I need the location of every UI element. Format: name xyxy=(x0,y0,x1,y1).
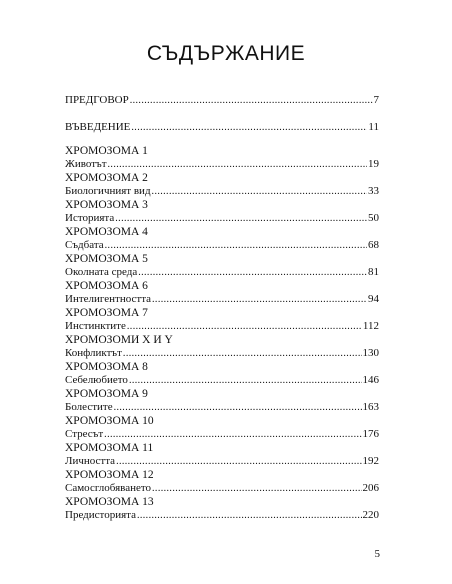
page-title: СЪДЪРЖАНИЕ xyxy=(146,42,306,65)
toc-entry-chapter[interactable] xyxy=(65,293,379,306)
chapter-heading: ХРОМОЗОМА 10 xyxy=(65,415,154,427)
toc-entry-page: 220 xyxy=(362,509,379,521)
toc-entry-label: ПРЕДГОВОР xyxy=(65,94,129,106)
toc-entry-page: 192 xyxy=(362,455,379,467)
toc-entry-chapter[interactable] xyxy=(65,239,379,252)
toc-entry-chapter[interactable] xyxy=(65,428,379,441)
toc-entry-label: Биологичният вид xyxy=(65,185,151,197)
toc-entry-label: ВЪВЕДЕНИЕ xyxy=(65,121,131,133)
toc-entry-label: Личността xyxy=(65,455,116,467)
toc-entry-label: Съдбата xyxy=(65,239,104,251)
chapter-heading: ХРОМОЗОМА 6 xyxy=(65,280,148,292)
toc-entry-chapter[interactable] xyxy=(65,455,379,468)
toc-entry-label: Себелюбието xyxy=(65,374,128,386)
toc-entry-label: Предисторията xyxy=(65,509,136,521)
toc-entry-page: 112 xyxy=(362,320,379,332)
chapter-heading: ХРОМОЗОМА 1 xyxy=(65,145,148,157)
toc-entry-page: 206 xyxy=(362,482,379,494)
toc-entry-page: 146 xyxy=(362,374,379,386)
dot-leader xyxy=(108,158,367,171)
toc-entry-chapter[interactable] xyxy=(65,482,379,495)
toc-entry-page: 130 xyxy=(362,347,379,359)
toc-entry-page: 50 xyxy=(368,212,379,224)
toc-entry-page: 33 xyxy=(368,185,379,197)
table-of-contents xyxy=(65,0,379,584)
dot-leader xyxy=(114,401,362,414)
dot-leader xyxy=(115,212,367,225)
chapter-heading: ХРОМОЗОМА 3 xyxy=(65,199,148,211)
dot-leader xyxy=(130,94,373,107)
dot-leader xyxy=(105,239,367,252)
toc-entry-chapter[interactable] xyxy=(65,320,379,333)
toc-entry-preface[interactable] xyxy=(65,94,379,107)
dot-leader xyxy=(138,266,367,279)
chapter-heading: ХРОМОЗОМА 7 xyxy=(65,307,148,319)
toc-entry-label: Самосглобяването xyxy=(65,482,152,494)
toc-entry-page: 19 xyxy=(368,158,379,170)
toc-entry-page: 11 xyxy=(368,121,379,133)
chapter-heading: ХРОМОЗОМА 8 xyxy=(65,361,148,373)
toc-entry-page: 176 xyxy=(362,428,379,440)
chapter-heading: ХРОМОЗОМА 2 xyxy=(65,172,148,184)
toc-entry-page: 163 xyxy=(362,401,379,413)
toc-entry-chapter[interactable] xyxy=(65,509,379,522)
chapter-heading: ХРОМОЗОМА 13 xyxy=(65,496,154,508)
toc-entry-page: 81 xyxy=(368,266,379,278)
toc-entry-page: 68 xyxy=(368,239,379,251)
toc-entry-page: 94 xyxy=(368,293,379,305)
toc-entry-chapter[interactable] xyxy=(65,185,379,198)
toc-entry-label: Болестите xyxy=(65,401,113,413)
dot-leader xyxy=(127,320,362,333)
chapter-heading: ХРОМОЗОМА 5 xyxy=(65,253,148,265)
toc-entry-label: Интелигентността xyxy=(65,293,152,305)
toc-entry-label: Конфликтът xyxy=(65,347,122,359)
chapter-heading: ХРОМОЗОМА 12 xyxy=(65,469,154,481)
toc-entry-label: Околната среда xyxy=(65,266,138,278)
page-number: 5 xyxy=(374,548,380,560)
dot-leader xyxy=(116,455,361,468)
toc-entry-chapter[interactable] xyxy=(65,266,379,279)
toc-entry-introduction[interactable] xyxy=(65,121,379,134)
chapter-heading: ХРОМОЗОМА 4 xyxy=(65,226,148,238)
toc-entry-label: Инстинктите xyxy=(65,320,126,332)
dot-leader xyxy=(131,121,367,134)
toc-entry-chapter[interactable] xyxy=(65,401,379,414)
dot-leader xyxy=(123,347,362,360)
toc-entry-chapter[interactable] xyxy=(65,212,379,225)
dot-leader xyxy=(152,482,361,495)
toc-entry-chapter[interactable] xyxy=(65,374,379,387)
chapter-heading: ХРОМОЗОМИ X И Y xyxy=(65,334,173,346)
dot-leader xyxy=(104,428,361,441)
dot-leader xyxy=(152,185,367,198)
toc-entry-page: 7 xyxy=(373,94,379,106)
dot-leader xyxy=(152,293,367,306)
toc-entry-label: Стресът xyxy=(65,428,104,440)
dot-leader xyxy=(129,374,362,387)
toc-entry-label: Животът xyxy=(65,158,107,170)
dot-leader xyxy=(137,509,362,522)
toc-entry-chapter[interactable] xyxy=(65,158,379,171)
toc-entry-chapter[interactable] xyxy=(65,347,379,360)
chapter-heading: ХРОМОЗОМА 11 xyxy=(65,442,154,454)
chapter-heading: ХРОМОЗОМА 9 xyxy=(65,388,148,400)
toc-entry-label: Историята xyxy=(65,212,115,224)
